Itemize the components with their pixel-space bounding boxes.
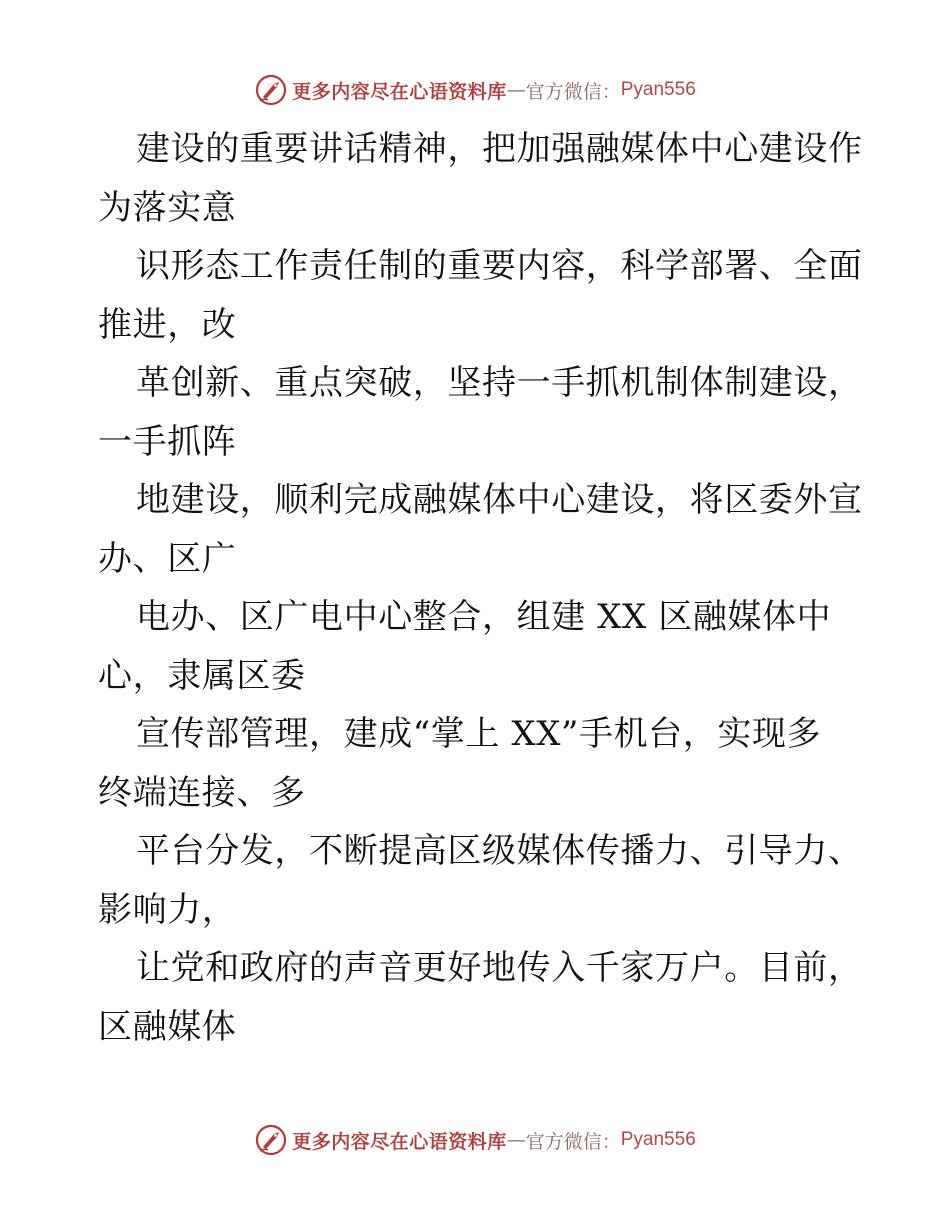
text-line: 一手抓阵 [98,421,237,462]
text-line: 电办、区广电中心整合，组建 XX 区融媒体中 [136,597,832,637]
text-line: 革创新、重点突破，坚持一手抓机制体制建设， [136,363,863,403]
text-line: 终端连接、多 [98,772,306,813]
footer-wechat-label: 官方微信： [525,1130,621,1153]
header-wechat-id: Pyan556 [620,79,696,100]
footer-wechat-id: Pyan556 [620,1129,696,1150]
footer-dash: — [506,1129,526,1151]
text-line: 建设的重要讲话精神，把加强融媒体中心建设作 [136,129,863,169]
header-dash: — [506,79,526,101]
text-line: 让党和政府的声音更好地传入千家万户。目前， [136,948,863,988]
header-wechat-label: 官方微信： [525,80,621,103]
text-line: 推进，改 [98,304,237,345]
header-promo-text: 更多内容尽在心语资料库 [292,80,507,103]
pen-nib-logo-icon [254,73,288,107]
text-line: 地建设，顺利完成融媒体中心建设，将区委外宣 [136,480,863,520]
text-line: 平台分发，不断提高区级媒体传播力、引导力、 [136,831,863,871]
header-banner [0,70,950,110]
body-text [98,120,863,1056]
footer-banner [0,1120,950,1160]
text-line: 影响力， [98,889,237,930]
text-line: 识形态工作责任制的重要内容，科学部署、全面 [136,246,863,286]
text-line: 区融媒体 [98,1006,237,1047]
text-line: 心，隶属区委 [98,655,306,696]
text-line: 办、区广 [98,538,237,579]
text-line: 宣传部管理，建成“掌上 XX”手机台，实现多 [136,714,822,754]
footer-promo-text: 更多内容尽在心语资料库 [292,1130,507,1153]
pen-nib-logo-icon [254,1123,288,1157]
text-line: 为落实意 [98,187,237,228]
